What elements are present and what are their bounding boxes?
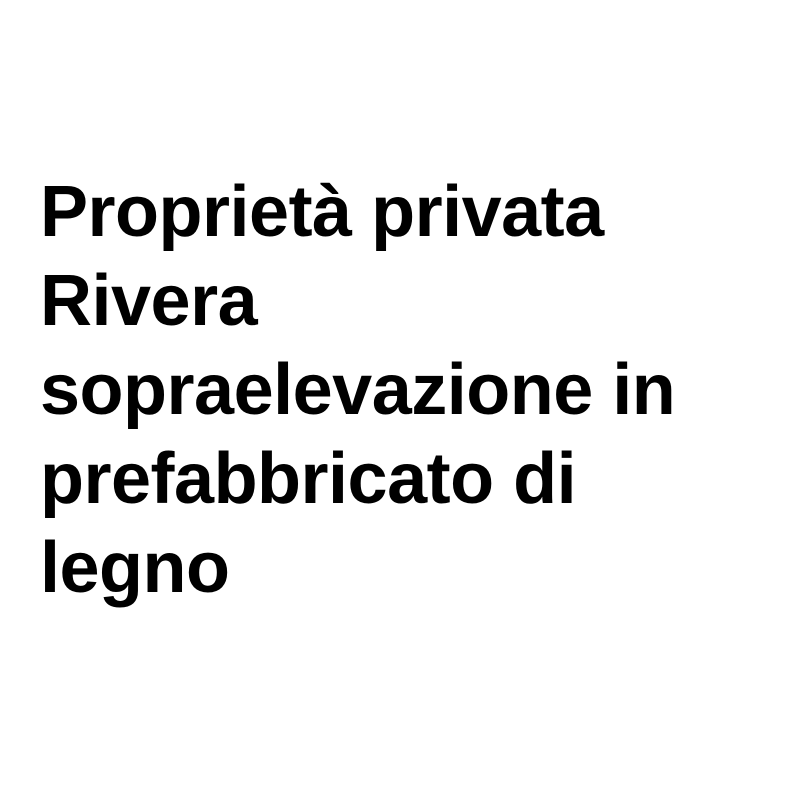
- text-line-5: legno: [40, 528, 230, 608]
- text-line-1: Proprietà privata: [40, 172, 604, 252]
- message-text: [40, 168, 780, 613]
- text-line-3: sopraelevazione in: [40, 350, 676, 430]
- text-line-2: Rivera: [40, 261, 258, 341]
- text-line-4: prefabbricato di: [40, 439, 577, 519]
